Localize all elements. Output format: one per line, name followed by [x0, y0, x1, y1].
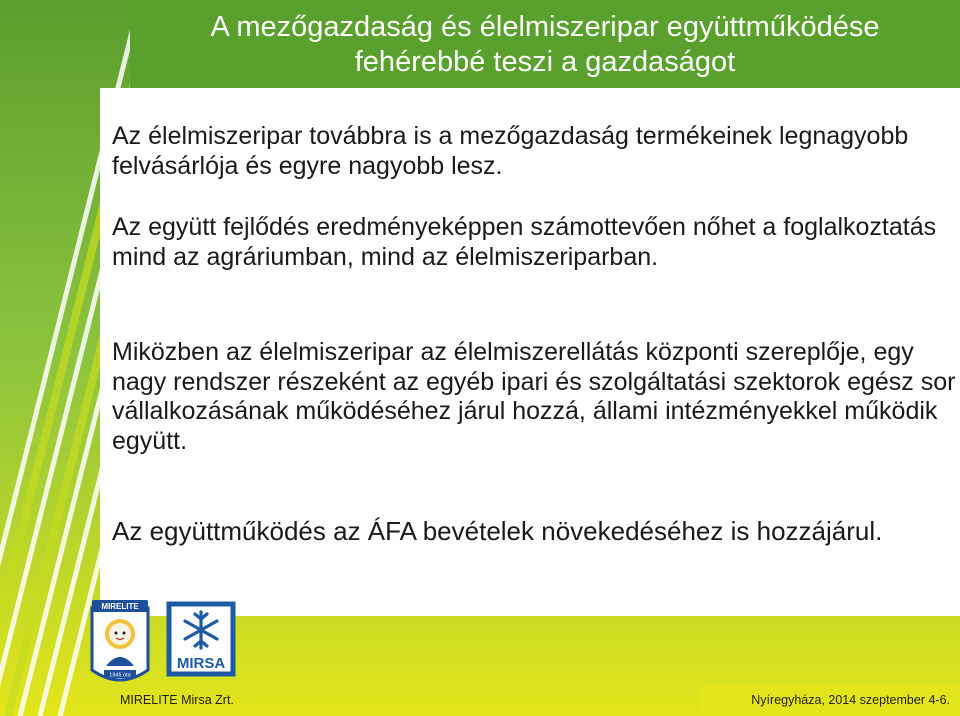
mirsa-logo — [165, 600, 237, 678]
paragraph-1: Az élelmiszeripar továbbra is a mezőgazdaság termékeinek legnagyobb felvásárlója és egyre nagyobb lesz. — [112, 122, 909, 180]
paragraph-4: Az együttműködés az ÁFA bevételek növekedéséhez is hozzájárul. — [112, 516, 883, 546]
title-line-1: A mezőgazdaság és élelmiszeripar együttműködése — [210, 11, 880, 43]
mirelite-logo-text: MIRELITE — [101, 602, 139, 611]
mirsa-logo-text: MIRSA — [176, 655, 226, 672]
footer-company: MIRELITE Mirsa Zrt. — [120, 693, 234, 707]
footer-location-date: Nyíregyháza, 2014 szeptember 4-6. — [751, 693, 950, 707]
slide-content — [100, 88, 960, 616]
paragraph-2: Az együtt fejlődés eredményeképpen számottevően nőhet a foglalkoztatás mind az agráriumban, mind az élelmiszeriparban. — [112, 213, 937, 271]
paragraph-3: Miközben az élelmiszeripar az élelmiszerellátás központi szereplője, egy nagy rendszer részeként az egyéb ipari és szolgáltatási szektorok egész sor vállalkozásának működéséhez járul hozzá, állami intézményekkel működik együtt. — [112, 338, 956, 455]
mirelite-logo-year: 1945 óta — [109, 672, 131, 679]
mirelite-logo — [88, 598, 152, 690]
title-line-2: fehérebbé teszi a gazdaságot — [354, 46, 736, 78]
slide-title — [130, 0, 960, 90]
